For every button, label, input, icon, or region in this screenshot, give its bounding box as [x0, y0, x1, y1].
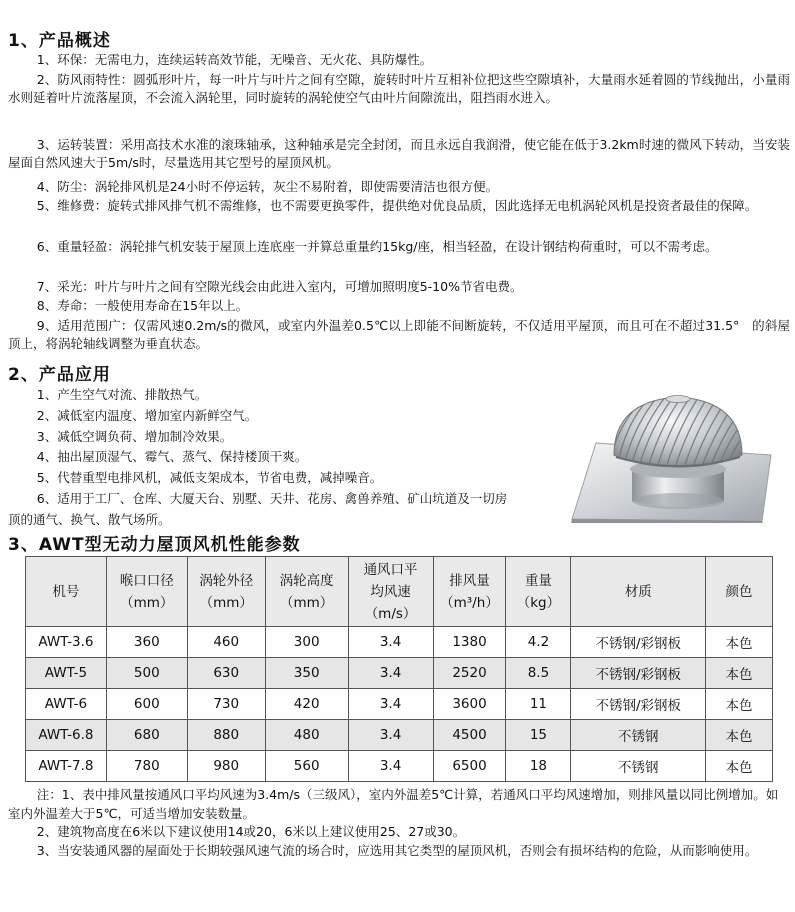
- spec-table: [25, 556, 773, 782]
- header-line: 喉口口径: [119, 572, 174, 589]
- header-line: 涡轮高度: [279, 572, 334, 589]
- table-header-cell: [506, 557, 571, 627]
- application-item: 2、减低室内温度、增加室内新鲜空气。: [36, 407, 258, 423]
- table-header-cell: [571, 557, 706, 627]
- table-cell: 本色: [706, 658, 773, 689]
- note-item: 2、建筑物高度在6米以下建议使用14或20，6米以上建议使用25、27或30。: [36, 824, 466, 839]
- overview-item: 6、重量轻盈：涡轮排气机安装于屋顶上连底座一并算总重量约15kg/座，相当轻盈，在设计钢结构荷重时，可以不需考虑。: [36, 239, 718, 254]
- application-item: 1、产生空气对流、排散热气。: [36, 387, 208, 402]
- note-item: 3、当安装通风器的屋面处于长期较强风速气流的场合时，应选用其它类型的屋顶风机，否则会有损坏结构的危险，从而影响使用。: [36, 842, 758, 858]
- table-cell: AWT-6.8: [26, 720, 107, 751]
- overview-item: 7、采光：叶片与叶片之间有空隙光线会由此进入室内，可增加照明度5-10%节省电费。: [36, 279, 523, 294]
- table-cell: 不锈钢/彩钢板: [571, 658, 706, 689]
- table-cell: AWT-7.8: [26, 751, 107, 782]
- section-title-spec: 3、AWT型无动力屋顶风机性能参数: [8, 535, 301, 555]
- table-cell: 500: [106, 658, 187, 689]
- table-cell: 3.4: [348, 627, 433, 658]
- table-cell: 780: [106, 751, 187, 782]
- header-line: 涡轮外径: [199, 572, 254, 589]
- table-row: [26, 751, 773, 782]
- application-item: 5、代替重型电排风机，减低支架成本，节省电费，减掉噪音。: [36, 470, 383, 486]
- header-line: （mm）: [120, 594, 174, 611]
- table-cell: 3600: [433, 689, 506, 720]
- table-cell: 350: [265, 658, 348, 689]
- table-cell: AWT-5: [26, 658, 107, 689]
- table-cell: 不锈钢/彩钢板: [571, 627, 706, 658]
- table-cell: 4500: [433, 720, 506, 751]
- header-line: 重量: [524, 572, 552, 589]
- application-item: 3、减低空调负荷、增加制冷效果。: [36, 428, 233, 444]
- table-cell: 420: [265, 689, 348, 720]
- table-row: [26, 658, 773, 689]
- header-line: 排风量: [449, 572, 490, 589]
- overview-item: 3、运转装置：采用高技术水准的滚珠轴承，这种轴承是完全封闭，而且永远自我润滑，使它能在低于3.2km时速的微风下转动，当安装屋面自然风速大于5m/s时，尽量选用其它型号的屋顶风机。: [8, 137, 790, 171]
- table-cell: 不锈钢: [571, 751, 706, 782]
- table-cell: 880: [187, 720, 265, 751]
- section-title-application: 2、产品应用: [8, 365, 111, 385]
- table-header-cell: [26, 557, 107, 627]
- table-cell: 4.2: [506, 627, 571, 658]
- overview-item: 2、防风雨特性：圆弧形叶片，每一叶片与叶片之间有空隙，旋转时叶片互相补位把这些空隙填补，大量雨水延着圆的节线抛出，小量雨水则延着叶片流落屋顶，不会流入涡轮里，同时旋转的涡轮使空气由叶片间隙流出，阻挡雨水进入。: [8, 72, 790, 106]
- table-cell: 不锈钢: [571, 720, 706, 751]
- turbine-ventilator-icon: [566, 383, 776, 523]
- header-line: （mm）: [280, 594, 334, 611]
- table-header-cell: [348, 557, 433, 627]
- table-cell: 630: [187, 658, 265, 689]
- table-header-row: [26, 557, 773, 627]
- table-cell: 3.4: [348, 720, 433, 751]
- table-cell: 480: [265, 720, 348, 751]
- table-cell: 本色: [706, 720, 773, 751]
- table-header-cell: [265, 557, 348, 627]
- header-line: 材质: [624, 583, 652, 600]
- table-cell: 360: [106, 627, 187, 658]
- header-line: （kg）: [516, 594, 561, 611]
- table-cell: 6500: [433, 751, 506, 782]
- table-cell: 600: [106, 689, 187, 720]
- header-line: 均风速: [370, 583, 411, 600]
- table-cell: 3.4: [348, 658, 433, 689]
- table-cell: 730: [187, 689, 265, 720]
- header-line: （mm）: [199, 594, 253, 611]
- table-cell: 不锈钢/彩钢板: [571, 689, 706, 720]
- table-cell: 8.5: [506, 658, 571, 689]
- table-cell: 本色: [706, 627, 773, 658]
- table-cell: AWT-6: [26, 689, 107, 720]
- application-item: 4、抽出屋顶湿气、霉气、蒸气、保持楼顶干爽。: [36, 449, 308, 465]
- table-body: [26, 627, 773, 782]
- table-cell: 3.4: [348, 689, 433, 720]
- table-cell: 18: [506, 751, 571, 782]
- note-item: 注：1、表中排风量按通风口平均风速为3.4m/s（三级风），室内外温差5℃计算，若通风口平均风速增加，则排风量以同比例增加。如室内外温差大于5℃，可适当增加安装数量。: [8, 787, 779, 821]
- table-cell: 460: [187, 627, 265, 658]
- table-cell: 300: [265, 627, 348, 658]
- overview-item: 1、环保：无需电力，连续运转高效节能，无噪音、无火花、具防爆性。: [36, 52, 433, 67]
- table-cell: 560: [265, 751, 348, 782]
- table-header-cell: [706, 557, 773, 627]
- overview-item: 8、寿命：一般使用寿命在15年以上。: [36, 298, 249, 313]
- table-cell: 2520: [433, 658, 506, 689]
- overview-item: 4、防尘：涡轮排风机是24小时不停运转，灰尘不易附着，即使需要清洁也很方便。: [36, 179, 499, 194]
- table-header-cell: [433, 557, 506, 627]
- table-cell: 680: [106, 720, 187, 751]
- header-line: （m/s）: [364, 605, 417, 622]
- table-cell: 1380: [433, 627, 506, 658]
- header-line: 颜色: [725, 583, 753, 600]
- application-item: 6、适用于工厂、仓库、大厦天台、别墅、天井、花房、禽兽养殖、矿山坑道及一切房顶的通气、换气、散气场所。: [8, 490, 508, 527]
- header-line: （m³/h）: [440, 594, 499, 611]
- table-cell: 本色: [706, 751, 773, 782]
- table-cell: 本色: [706, 689, 773, 720]
- turbine-ventilator-photo: [566, 383, 776, 523]
- application-list: [8, 385, 518, 531]
- table-header-cell: [187, 557, 265, 627]
- overview-item: 5、维修费：旋转式排风排气机不需维修，也不需要更换零件，提供绝对优良品质，因此选择无电机涡轮风机是投资者最佳的保障。: [36, 198, 758, 213]
- section-title-overview: 1、产品概述: [8, 31, 111, 51]
- table-cell: 3.4: [348, 751, 433, 782]
- header-line: 机号: [52, 583, 80, 600]
- notes-block: [8, 786, 788, 860]
- overview-item: 9、适用范围广：仅需风速0.2m/s的微风，或室内外温差0.5℃以上即能不间断旋转，不仅适用平屋顶，而且可在不超过31.5° 的斜屋顶上，将涡轮轴线调整为垂直状态。: [8, 318, 790, 352]
- table-row: [26, 720, 773, 751]
- table-cell: 15: [506, 720, 571, 751]
- table-row: [26, 689, 773, 720]
- table-cell: 980: [187, 751, 265, 782]
- table-row: [26, 627, 773, 658]
- table-cell: 11: [506, 689, 571, 720]
- header-line: 通风口平: [363, 561, 418, 578]
- table-cell: AWT-3.6: [26, 627, 107, 658]
- table-header-cell: [106, 557, 187, 627]
